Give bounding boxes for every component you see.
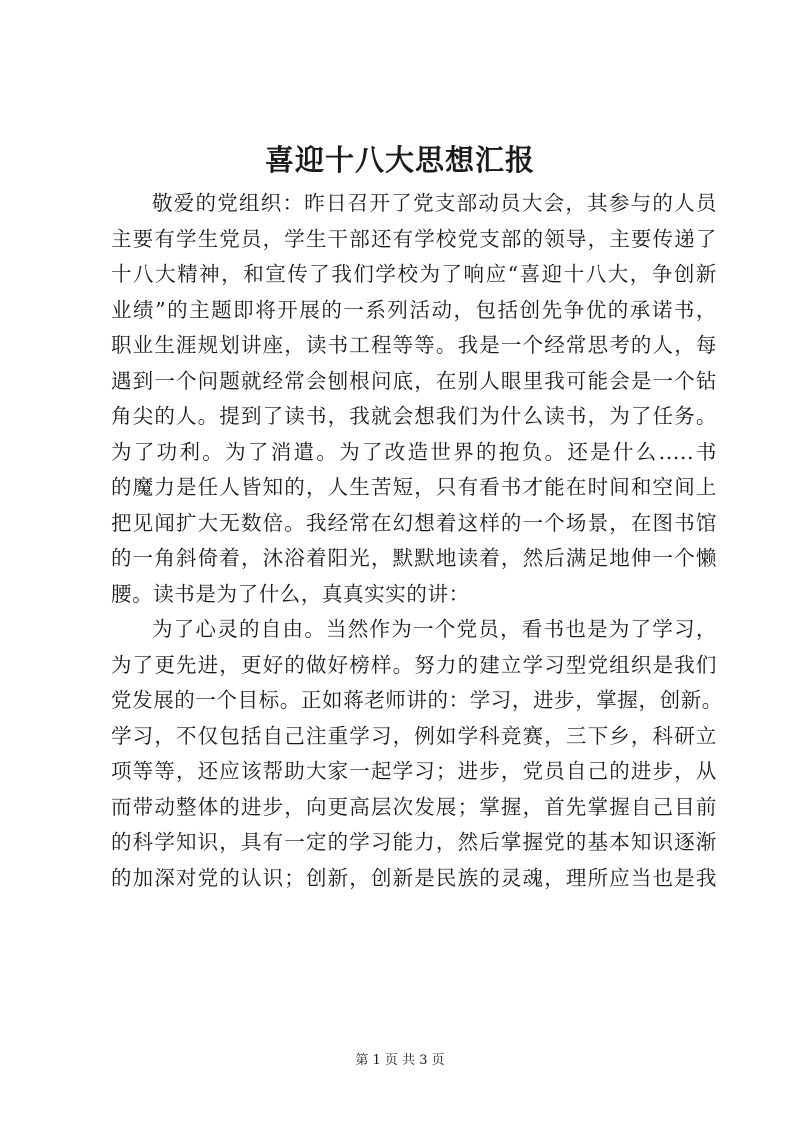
paragraph-2-line-3: 党发展的一个目标。正如蒋老师讲的：学习，进步，掌握，创新。 <box>111 688 723 712</box>
paragraph-1-line-1: 敬爱的党组织：昨日召开了党支部动员大会，其参与的人员 <box>152 191 717 215</box>
paragraph-2-line-5: 项等等，还应该帮助大家一起学习；进步，党员自己的进步，从 <box>111 759 717 783</box>
paragraph-2-line-2: 为了更先进，更好的做好榜样。努力的建立学习型党组织是我们 <box>111 652 717 677</box>
paragraph-2-line-7: 的科学知识，具有一定的学习能力，然后掌握党的基本知识逐渐 <box>111 830 717 854</box>
paragraph-1-line-7: 角尖的人。提到了读书，我就会想我们为什么读书，为了任务。 <box>111 404 717 428</box>
paragraph-1-line-10: 把见闻扩大无数倍。我经常在幻想着这样的一个场景，在图书馆 <box>111 510 717 535</box>
paragraph-1-line-3: 十八大精神，和宣传了我们学校为了响应“喜迎十八大，争创新 <box>111 262 717 286</box>
paragraph-1-line-5: 职业生涯规划讲座，读书工程等等。我是一个经常思考的人，每 <box>111 333 717 357</box>
document-title: 喜迎十八大思想汇报 <box>264 143 535 177</box>
paragraph-1-line-12: 腰。读书是为了什么，真真实实的讲： <box>111 581 470 606</box>
paragraph-2-line-1: 为了心灵的自由。当然作为一个党员，看书也是为了学习， <box>152 617 717 641</box>
paragraph-1-line-11: 的一角斜倚着，沐浴着阳光，默默地读着，然后满足地伸一个懒 <box>111 546 717 570</box>
paragraph-1-line-2: 主要有学生党员，学生干部还有学校党支部的领导，主要传递了 <box>111 226 717 251</box>
paragraph-1-line-6: 遇到一个问题就经常会刨根问底，在别人眼里我可能会是一个钻 <box>111 368 717 393</box>
paragraph-2-line-8: 的加深对党的认识；创新，创新是民族的灵魂，理所应当也是我 <box>111 865 717 890</box>
paragraph-2-line-6: 而带动整体的进步，向更高层次发展；掌握，首先掌握自己目前 <box>111 794 717 819</box>
document-body <box>111 186 723 896</box>
paragraph-2-line-4: 学习，不仅包括自己注重学习，例如学科竞赛，三下乡，科研立 <box>111 723 717 748</box>
paragraph-1-line-4: 业绩”的主题即将开展的一系列活动，包括创先争优的承诺书， <box>111 297 717 322</box>
paragraph-1-line-9: 的魔力是任人皆知的，人生苦短，只有看书才能在时间和空间上 <box>111 475 717 499</box>
paragraph-1-line-8: 为了功利。为了消遣。为了改造世界的抱负。还是什么.....书 <box>111 439 717 464</box>
page-number-footer: 第 1 页 共 3 页 <box>355 1053 445 1068</box>
